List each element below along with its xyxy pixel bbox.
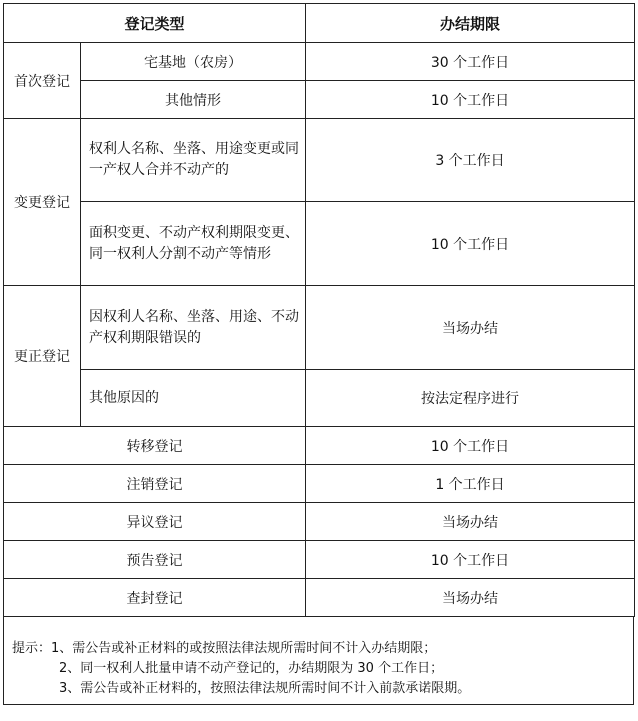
row-description: 因权利人名称、坐落、用途、不动产权利期限错误的 — [81, 286, 306, 370]
row-registration-type: 注销登记 — [4, 465, 306, 503]
category-change-registration: 变更登记 — [4, 119, 81, 286]
row-deadline: 3 个工作日 — [306, 119, 635, 202]
row-registration-type: 转移登记 — [4, 427, 306, 465]
table-row — [4, 119, 635, 202]
header-registration-type: 登记类型 — [4, 4, 306, 43]
row-deadline: 1 个工作日 — [306, 465, 635, 503]
table-row — [4, 427, 635, 465]
table-row — [4, 579, 635, 617]
table-row — [4, 43, 635, 81]
row-description: 面积变更、不动产权利期限变更、同一权利人分割不动产等情形 — [81, 202, 306, 286]
row-deadline: 10 个工作日 — [306, 202, 635, 286]
table-row — [4, 465, 635, 503]
registration-deadline-document — [3, 3, 634, 705]
row-registration-type: 预告登记 — [4, 541, 306, 579]
row-deadline: 10 个工作日 — [306, 81, 635, 119]
registration-deadline-table — [3, 3, 635, 617]
header-deadline: 办结期限 — [306, 4, 635, 43]
row-deadline: 当场办结 — [306, 286, 635, 370]
note-line-3: 3、需公告或补正材料的，按照法律法规所需时间不计入前款承诺限期。 — [59, 681, 471, 696]
note-line-2: 2、同一权利人批量申请不动产登记的，办结期限为 30 个工作日； — [59, 661, 444, 676]
row-deadline: 按法定程序进行 — [306, 370, 635, 427]
row-description: 其他情形 — [81, 81, 306, 119]
table-row — [4, 370, 635, 427]
row-registration-type: 查封登记 — [4, 579, 306, 617]
table-row — [4, 202, 635, 286]
table-row — [4, 541, 635, 579]
row-deadline: 10 个工作日 — [306, 541, 635, 579]
category-first-registration: 首次登记 — [4, 43, 81, 119]
row-registration-type: 异议登记 — [4, 503, 306, 541]
row-deadline: 10 个工作日 — [306, 427, 635, 465]
row-description: 其他原因的 — [81, 370, 306, 427]
row-deadline: 30 个工作日 — [306, 43, 635, 81]
table-header-row — [4, 4, 635, 43]
row-deadline: 当场办结 — [306, 579, 635, 617]
row-deadline: 当场办结 — [306, 503, 635, 541]
row-description: 宅基地（农房） — [81, 43, 306, 81]
table-row — [4, 503, 635, 541]
row-description: 权利人名称、坐落、用途变更或同一产权人合并不动产的 — [81, 119, 306, 202]
notes-section — [3, 617, 634, 705]
category-correction-registration: 更正登记 — [4, 286, 81, 427]
table-row — [4, 81, 635, 119]
note-line-1: 提示：1、需公告或补正材料的或按照法律法规所需时间不计入办结期限； — [12, 641, 437, 656]
table-row — [4, 286, 635, 370]
